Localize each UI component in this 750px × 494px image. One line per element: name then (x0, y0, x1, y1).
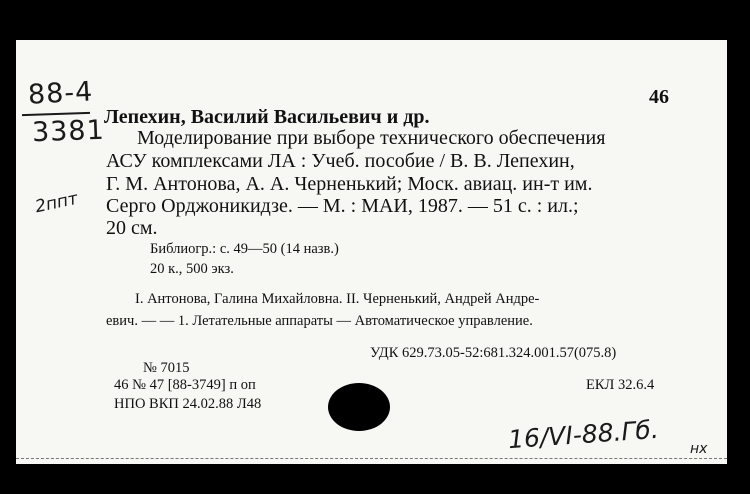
note-price-copies: 20 к., 500 экз. (150, 261, 234, 277)
handwritten-initials: нх (690, 441, 708, 457)
ink-blot (328, 383, 390, 431)
card-number: 46 (649, 86, 669, 108)
registration-number: № 7015 (143, 360, 190, 376)
udk-code: УДК 629.73.05-52:681.324.001.57(075.8) (370, 345, 617, 361)
title-line-1: Моделирование при выборе технического обеспечения (137, 127, 606, 149)
author-heading: Лепехин, Василий Васильевич и др. (104, 106, 430, 128)
title-line-2: АСУ комплексами ЛА : Учеб. пособие / В. В. Лепехин, (106, 150, 575, 172)
handwritten-date: 16/VI-88.Гб. (507, 414, 660, 455)
shelf-mark-bottom: 3381 (31, 114, 106, 149)
card-bottom-edge (16, 458, 727, 459)
tracing-line-1: I. Антонова, Галина Михайловна. II. Черненький, Андрей Андре- (135, 291, 540, 307)
title-line-5: 20 см. (106, 217, 158, 239)
title-line-3: Г. М. Антонова, А. А. Черненький; Моск. авиац. ин-т им. (106, 173, 593, 195)
note-bibliography: Библиогр.: с. 49—50 (14 назв.) (150, 241, 339, 257)
ekl-code: ЕКЛ 32.6.4 (586, 377, 655, 393)
npo-line: НПО ВКП 24.02.88 Л48 (114, 396, 262, 412)
handwritten-mark: 2ппт (33, 188, 80, 218)
order-line: 46 № 47 [88-3749] п оп (114, 377, 256, 393)
title-line-4: Серго Орджоникидзе. — М. : МАИ, 1987. — 51 с. : ил.; (106, 195, 579, 217)
shelf-mark-top: 88-4 (27, 76, 95, 111)
tracing-line-2: евич. — — 1. Летательные аппараты — Автоматическое управление. (106, 313, 533, 329)
